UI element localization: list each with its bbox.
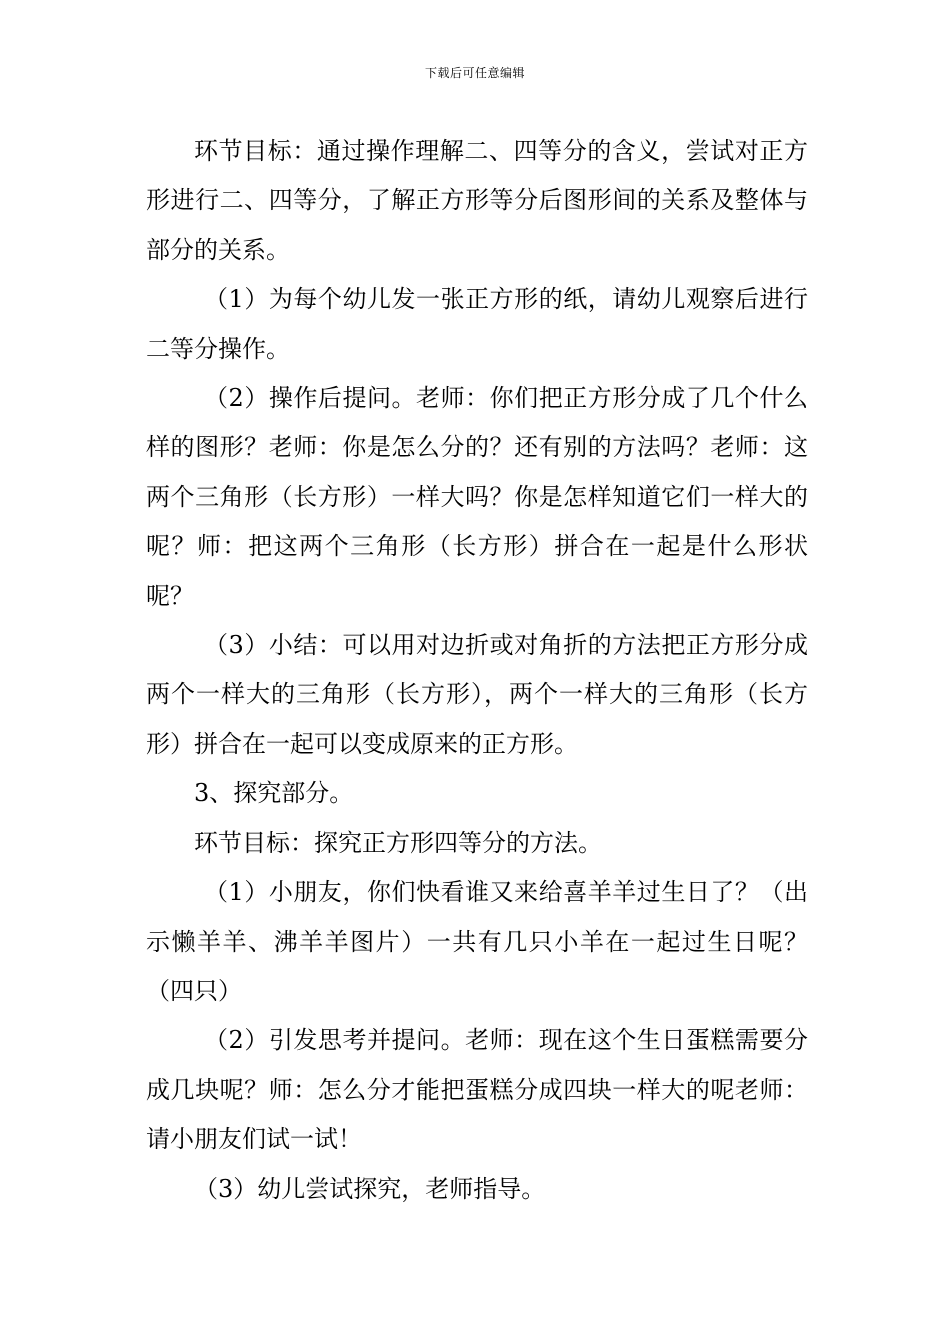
- paragraph-summary: （3）小结：可以用对边折或对角折的方法把正方形分成两个一样大的三角形（长方形），两个一样大的三角形（长方形）拼合在一起可以变成原来的正方形。: [146, 631, 808, 758]
- paragraph-explore-step-1: （1）小朋友，你们快看谁又来给喜羊羊过生日了？（出示懒羊羊、沸羊羊图片）一共有几只小羊在一起过生日呢？（四只）: [146, 878, 808, 1005]
- paragraph-goal-2: 环节目标：探究正方形四等分的方法。: [194, 828, 602, 857]
- paragraph-explore-step-2: （2）引发思考并提问。老师：现在这个生日蛋糕需要分成几块呢？师：怎么分才能把蛋糕分成四块一样大的呢老师：请小朋友们试一试！: [146, 1026, 808, 1154]
- paragraph-step-2: （2）操作后提问。老师：你们把正方形分成了几个什么样的图形？老师：你是怎么分的？还有别的方法吗？老师：这两个三角形（长方形）一样大吗？你是怎样知道它们一样大的呢？师：把这两个三角形（长方形）拼合在一起是什么形状呢？: [146, 384, 808, 610]
- paragraph-goal-1: 环节目标：通过操作理解二、四等分的含义，尝试对正方形进行二、四等分，了解正方形等分后图形间的关系及整体与部分的关系。: [146, 137, 808, 264]
- page-header: 下载后可任意编辑: [424, 66, 525, 80]
- section-heading-explore: 3、探究部分。: [194, 779, 354, 808]
- document-body: [146, 127, 808, 1214]
- paragraph-explore-step-3: （3）幼儿尝试探究，老师指导。: [194, 1174, 546, 1203]
- paragraph-step-1: （1）为每个幼儿发一张正方形的纸，请幼儿观察后进行二等分操作。: [146, 285, 808, 363]
